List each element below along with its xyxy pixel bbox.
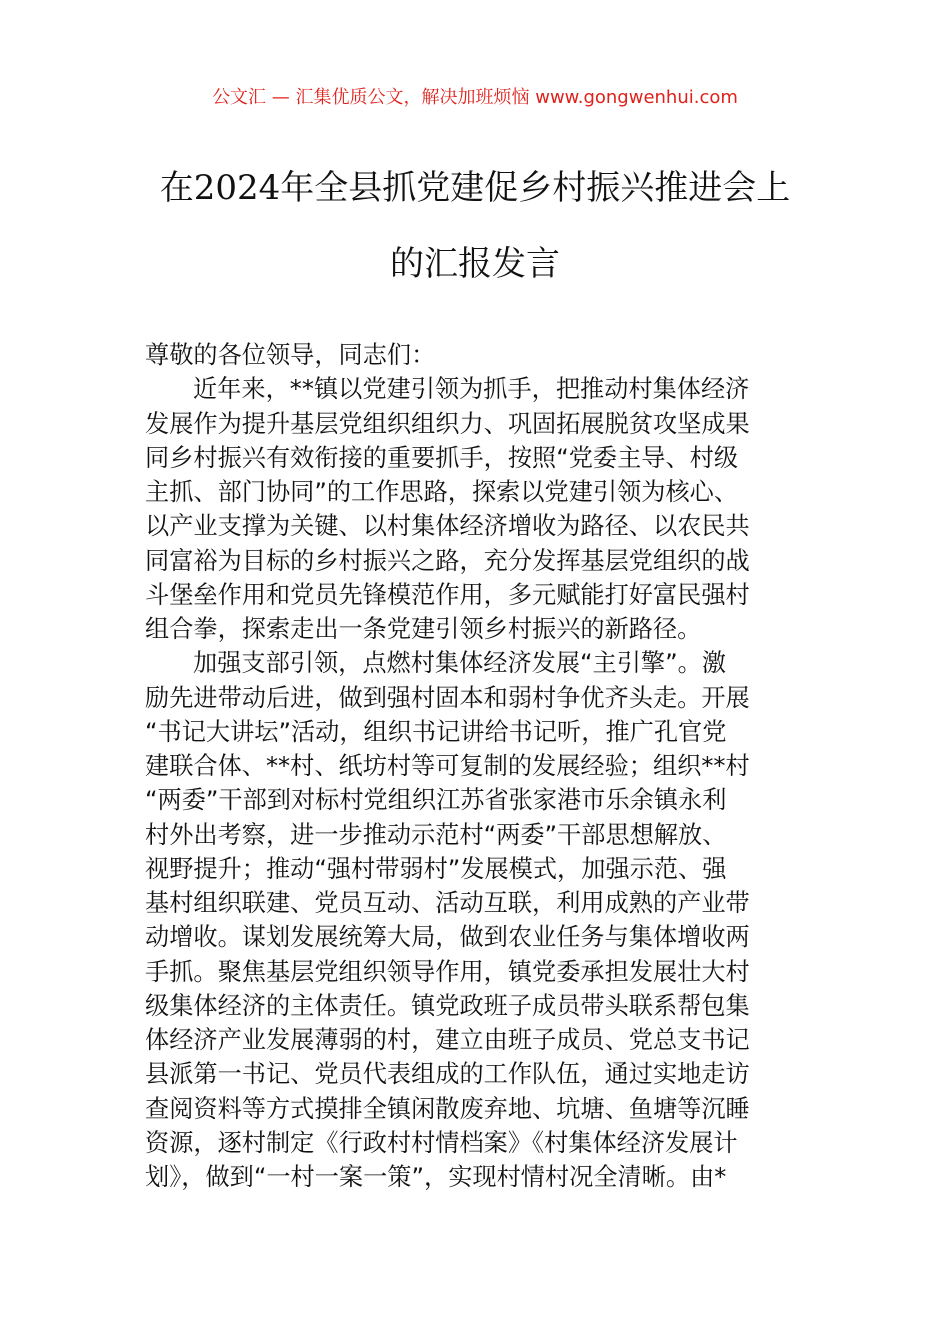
paragraph-line: 主抓、部门协同”的工作思路，探索以党建引领为核心、 [145,478,739,506]
paragraph-line: 以产业支撑为关键、以村集体经济增收为路径、以农民共 [145,512,750,541]
page-title [120,150,830,302]
document-body [145,338,810,1194]
paragraph-line: 同乡村振兴有效衔接的重要抓手，按照“党委主导、村级 [145,443,739,472]
paragraph-line: 查阅资料等方式摸排全镇闲散废弃地、坑塘、鱼塘等沉睡 [145,1094,750,1123]
paragraph-line: 视野提升；推动“强村带弱村”发展模式，加强示范、强 [145,854,727,883]
paragraph-line: 县派第一书记、党员代表组成的工作队伍，通过实地走访 [145,1060,750,1089]
paragraph-line: 资源，逐村制定《行政村村情档案》《村集体经济发展计 [145,1128,738,1157]
paragraph-line: 建联合体、**村、纸坊村等可复制的发展经验；组织**村 [145,752,750,780]
header-banner: 公文汇 — 汇集优质公文，解决加班烦恼 www.gongwenhui.com [212,87,738,108]
paragraph-line: 级集体经济的主体责任。镇党政班子成员带头联系帮包集 [145,991,750,1020]
paragraph-line: 体经济产业发展薄弱的村，建立由班子成员、党总支书记 [145,1026,750,1054]
title-line: 的汇报发言 [390,244,560,284]
paragraph-line: 组合拳，探索走出一条党建引领乡村振兴的新路径。 [145,615,702,643]
paragraph-line: 加强支部引领，点燃村集体经济发展“主引擎”。激 [193,649,727,678]
paragraph-line: 近年来，**镇以党建引领为抓手，把推动村集体经济 [193,375,750,404]
paragraph-line: 划》，做到“一村一案一策”，实现村情村况全清晰。由* [145,1163,727,1191]
title-line: 在2024年全县抓党建促乡村振兴推进会上 [159,168,791,208]
paragraph-line: “两委”干部到对标村党组织江苏省张家港市乐余镇永利 [145,786,727,815]
paragraph-line: “书记大讲坛”活动，组织书记讲给书记听，推广孔官党 [145,717,727,746]
salutation: 尊敬的各位领导，同志们： [145,341,436,369]
paragraph-line: 同富裕为目标的乡村振兴之路，充分发挥基层党组织的战 [145,546,750,575]
paragraph-line: 动增收。谋划发展统筹大局，做到农业任务与集体增收两 [145,923,750,952]
paragraph-line: 村外出考察，进一步推动示范村“两委”干部思想解放、 [145,820,727,849]
paragraph-line: 基村组织联建、党员互动、活动互联，利用成熟的产业带 [145,889,750,917]
paragraph-line: 手抓。聚焦基层党组织领导作用，镇党委承担发展壮大村 [145,957,750,986]
paragraph-line: 发展作为提升基层党组织组织力、巩固拓展脱贫攻坚成果 [145,409,750,438]
paragraph-line: 斗堡垒作用和党员先锋模范作用，多元赋能打好富民强村 [145,580,750,609]
paragraph-line: 励先进带动后进，做到强村固本和弱村争优齐头走。开展 [145,683,750,712]
